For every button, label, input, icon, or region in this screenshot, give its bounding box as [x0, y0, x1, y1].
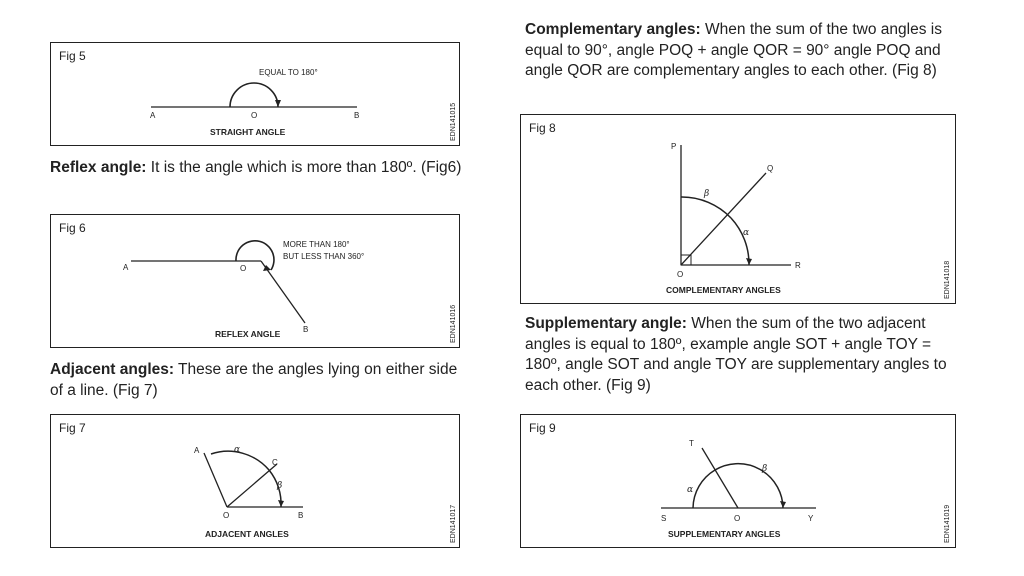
supplementary-body: When the sum of the two adjacent angles is equal to 180º, example angle SOT + angle TOY = 180º, angle SOT and angle TOY are supplementary angles to each other. (Fig 9): [525, 315, 947, 394]
point-s-label: S: [661, 514, 667, 523]
figure-9: [520, 414, 956, 548]
beta-label: β: [704, 189, 710, 199]
figure-label: Fig 5: [59, 49, 86, 63]
figure-label: Fig 9: [529, 421, 556, 435]
angle-note: EQUAL TO 180°: [259, 68, 318, 77]
complementary-heading: Complementary angles:: [525, 21, 701, 38]
point-c-label: C: [272, 458, 278, 467]
point-y-label: Y: [808, 514, 814, 523]
complementary-angles-paragraph: [525, 20, 959, 82]
alpha-label: α: [743, 228, 750, 238]
figure-caption: REFLEX ANGLE: [215, 329, 281, 339]
figure-caption: COMPLEMENTARY ANGLES: [666, 285, 781, 295]
figure-code: EDN141018: [944, 260, 951, 299]
reflex-heading: Reflex angle:: [50, 159, 147, 176]
figure-code: EDN141015: [450, 102, 457, 141]
point-o-label: O: [251, 111, 258, 120]
figure-code: EDN141019: [944, 504, 951, 543]
point-a-label: A: [123, 263, 129, 272]
figure-label: Fig 6: [59, 221, 86, 235]
straight-angle-diagram: [51, 43, 461, 147]
point-q-label: Q: [767, 164, 774, 173]
point-t-label: T: [689, 439, 694, 448]
adjacent-angles-diagram: [51, 415, 461, 549]
figure-caption: STRAIGHT ANGLE: [210, 127, 286, 137]
beta-label: β: [762, 464, 768, 474]
point-b-label: B: [354, 111, 360, 120]
point-o-label: O: [223, 511, 230, 520]
complementary-angles-diagram: [521, 115, 957, 305]
figure-label: Fig 8: [529, 121, 556, 135]
point-r-label: R: [795, 261, 801, 270]
adjacent-heading: Adjacent angles:: [50, 361, 175, 378]
complementary-body: When the sum of the two angles is equal to 90°, angle POQ + angle QOR = 90° angle POQ and angle QOR are complementary angles to each other. (Fig 8): [525, 21, 942, 79]
supplementary-heading: Supplementary angle:: [525, 315, 687, 332]
figure-code: EDN141016: [450, 304, 457, 343]
alpha-label: α: [687, 485, 694, 495]
point-p-label: P: [671, 142, 677, 151]
reflex-angle-paragraph: [50, 158, 462, 179]
figure-label: Fig 7: [59, 421, 86, 435]
supplementary-angle-paragraph: [525, 314, 959, 396]
point-o-label: O: [677, 270, 684, 279]
point-o-label: O: [240, 264, 247, 273]
angle-note-line2: BUT LESS THAN 360°: [283, 252, 365, 261]
figure-5: [50, 42, 460, 146]
figure-caption: SUPPLEMENTARY ANGLES: [668, 529, 781, 539]
point-b-label: B: [303, 325, 309, 334]
figure-6: [50, 214, 460, 348]
beta-label: β: [277, 481, 283, 491]
angle-note-line1: MORE THAN 180°: [283, 240, 350, 249]
alpha-label: α: [234, 445, 241, 455]
point-a-label: A: [150, 111, 156, 120]
adjacent-body: These are the angles lying on either side of a line. (Fig 7): [50, 361, 458, 399]
figure-8: [520, 114, 956, 304]
adjacent-angles-paragraph: [50, 360, 462, 401]
point-b-label: B: [298, 511, 304, 520]
reflex-body: It is the angle which is more than 180º. (Fig6): [146, 159, 462, 176]
reflex-angle-diagram: [51, 215, 461, 349]
figure-caption: ADJACENT ANGLES: [205, 529, 289, 539]
figure-7: [50, 414, 460, 548]
figure-code: EDN141017: [450, 504, 457, 543]
point-o-label: O: [734, 514, 741, 523]
supplementary-angles-diagram: [521, 415, 957, 549]
point-a-label: A: [194, 446, 200, 455]
